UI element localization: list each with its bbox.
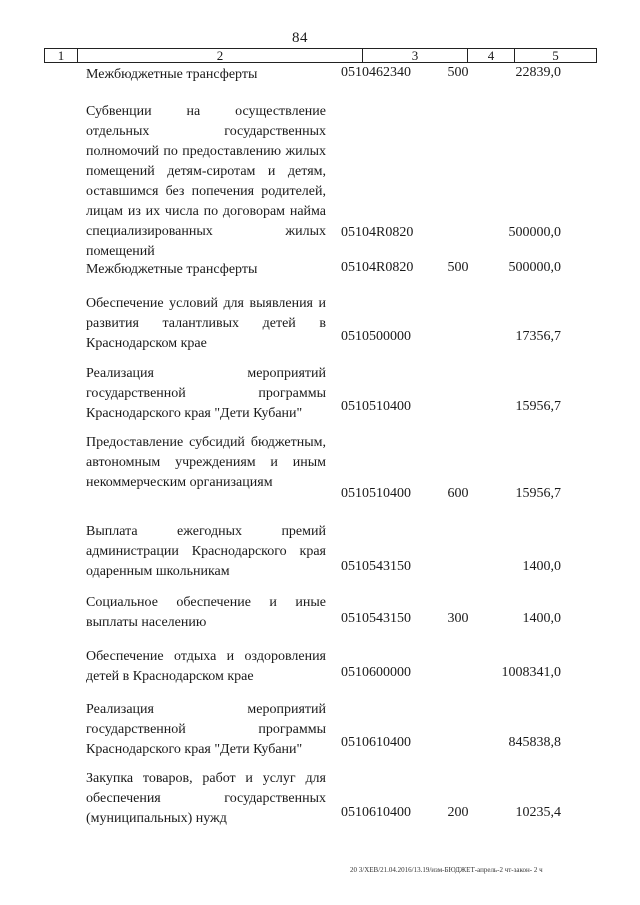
row-name: Реализация мероприятий государственной программы Краснодарского края "Дети Кубани"	[86, 366, 326, 421]
row-name: Обеспечение условий для выявления и развития талантливых детей в Краснодарском крае	[86, 296, 326, 351]
row-code: 05104R0820	[341, 225, 414, 240]
row-code: 05104R0820	[341, 260, 414, 275]
footer-document-id: 20 3/ХЕВ/21.04.2016/13.19/изм-БЮДЖЕТ-апрель-2 чт-закон- 2 ч	[350, 866, 543, 874]
row-name: Обеспечение отдыха и оздоровления детей в Краснодарском крае	[86, 649, 326, 684]
row-name: Межбюджетные трансферты	[86, 262, 258, 277]
row-amount: 17356,7	[515, 329, 561, 344]
row-type: 600	[447, 486, 469, 501]
row-code: 0510600000	[341, 665, 411, 680]
row-code: 0510500000	[341, 329, 411, 344]
column-header-1: 1	[45, 49, 78, 62]
row-code: 0510510400	[341, 399, 411, 414]
row-name: Межбюджетные трансферты	[86, 67, 258, 82]
row-amount: 1400,0	[522, 611, 561, 626]
row-name: Выплата ежегодных премий администрации Краснодарского края одаренным школьникам	[86, 524, 326, 579]
row-amount: 1400,0	[522, 559, 561, 574]
row-code: 0510610400	[341, 735, 411, 750]
row-amount: 22839,0	[515, 65, 561, 80]
column-header-3: 3	[363, 49, 468, 62]
row-name: Предоставление субсидий бюджетным, автономным учреждениям и иным некоммерческим организациям	[86, 435, 326, 490]
row-code: 0510543150	[341, 611, 411, 626]
row-name: Реализация мероприятий государственной программы Краснодарского края "Дети Кубани"	[86, 702, 326, 757]
column-header-row	[44, 48, 597, 63]
row-type: 500	[447, 65, 469, 80]
row-name: Закупка товаров, работ и услуг для обеспечения государственных (муниципальных) нужд	[86, 771, 326, 826]
row-amount: 500000,0	[508, 225, 561, 240]
row-code: 0510510400	[341, 486, 411, 501]
row-type: 300	[447, 611, 469, 626]
page-number: 84	[292, 30, 308, 46]
row-name: Социальное обеспечение и иные выплаты населению	[86, 595, 326, 630]
row-code: 0510543150	[341, 559, 411, 574]
row-amount: 845838,8	[508, 735, 561, 750]
row-amount: 10235,4	[515, 805, 561, 820]
column-header-2: 2	[78, 49, 363, 62]
column-header-4: 4	[468, 49, 515, 62]
row-amount: 15956,7	[515, 399, 561, 414]
row-amount: 500000,0	[508, 260, 561, 275]
row-name: Субвенции на осуществление отдельных государственных полномочий по предоставлению жилых помещений детям-сиротам и детям, оставшимся без попечения родителей, лицам из их числа по договорам найма специализированных жилых помещений	[86, 104, 326, 259]
row-type: 500	[447, 260, 469, 275]
row-code: 0510462340	[341, 65, 411, 80]
row-code: 0510610400	[341, 805, 411, 820]
column-header-5: 5	[552, 48, 559, 63]
row-amount: 15956,7	[515, 486, 561, 501]
row-amount: 1008341,0	[501, 665, 561, 680]
row-type: 200	[447, 805, 469, 820]
